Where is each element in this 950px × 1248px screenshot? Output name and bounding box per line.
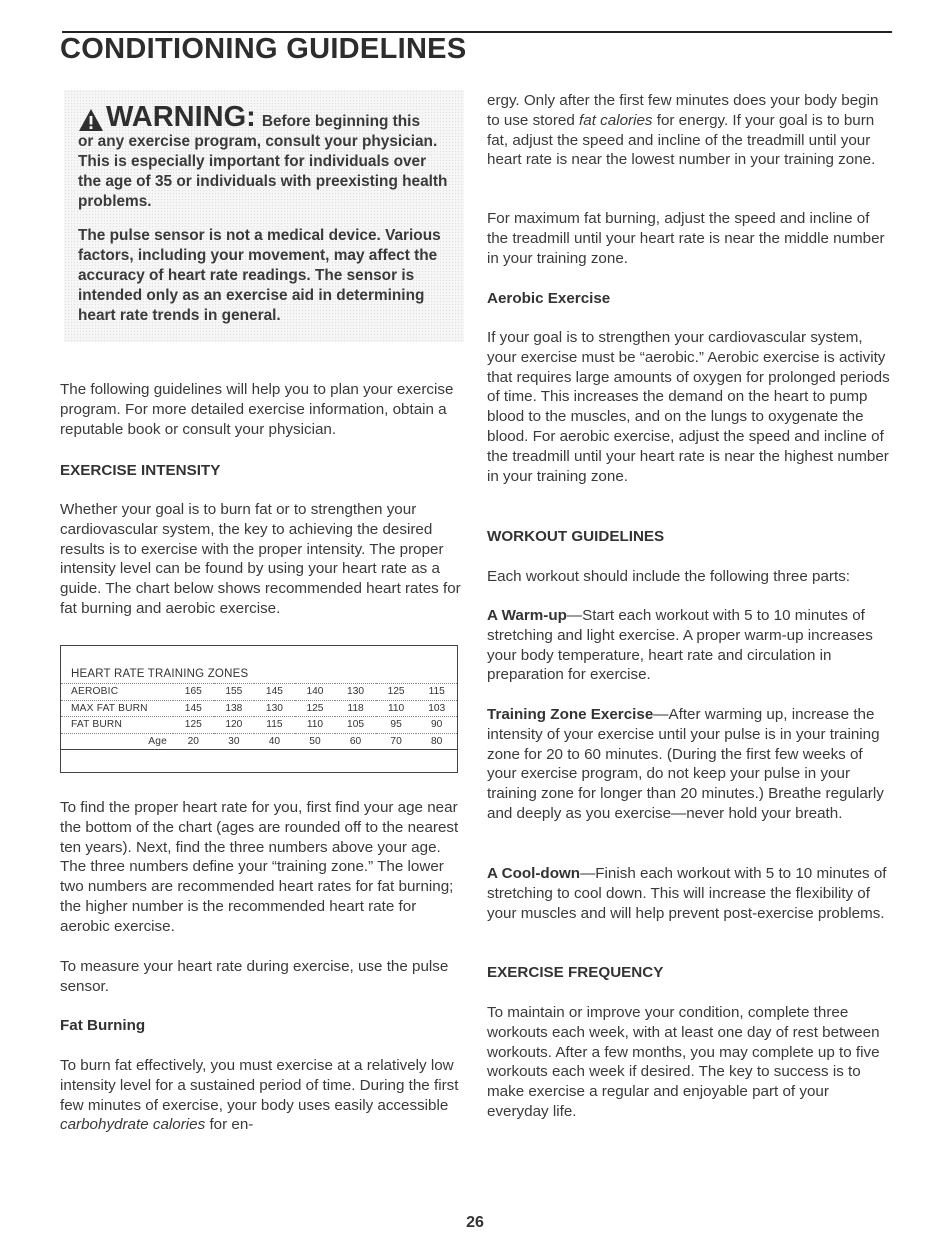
exercise-frequency-heading: EXERCISE FREQUENCY <box>487 964 664 981</box>
training-zone-paragraph: Training Zone Exercise—After warming up, increase the intensity of your exercise until your pulse is in your training zone for 20 to 60 minutes. (During the first few weeks of your exercise program, do not keep your pulse in your training zone for longer than 20 minutes.) Breathe regularly and deeply as you exercise—never hold your breath. <box>487 706 884 822</box>
chart-cell: 110 <box>295 717 336 734</box>
aerobic-exercise-paragraph: If your goal is to strengthen your cardiovascular system, your exercise must be “aerobic.” Aerobic exercise is activity that requires large amounts of oxygen for prolonged periods of time. This increases the demand on the heart to pump blood to the muscles, and on the lungs to oxygenate the blood. For aerobic exercise, adjust the speed and incline of the treadmill until your heart rate is near the highest number in your training zone. <box>487 329 890 485</box>
find-heart-rate-paragraph: To find the proper heart rate for you, first find your age near the bottom of the chart (ages are rounded off to the nearest ten years). Next, find the three numbers above your age. The three numbers define your “training zone.” The lower two numbers are recommended heart rates for fat burning; the higher number is the recommended heart rate for aerobic exercise. <box>60 799 459 935</box>
warning-box <box>64 90 464 342</box>
fat-burning-paragraph: To burn fat effectively, you must exercise at a relatively low intensity level for a sustained period of time. During the first few minutes of exercise, your body uses easily accessible carbohydrate calories for en- <box>60 1057 459 1134</box>
exercise-intensity-paragraph: Whether your goal is to burn fat or to strengthen your cardiovascular system, the key to achieving the desired results is to exercise with the proper intensity. The proper intensity level can be found by using your heart rate as a guide. The chart below shows recommended heart rates for fat burning and aerobic exercise. <box>60 501 461 617</box>
warning-text: or any exercise program, consult your physician. This is especially important for individuals over the age of 35 or individuals with preexisting health problems. <box>78 133 448 210</box>
chart-cell: 125 <box>376 684 417 701</box>
warning-lead: Before beginning this <box>261 113 421 130</box>
chart-cell: 145 <box>254 684 295 701</box>
chart-cell: 155 <box>214 684 255 701</box>
cool-down-label: A Cool-down <box>487 865 581 882</box>
warning-paragraph <box>78 102 450 212</box>
measure-heart-rate-paragraph: To measure your heart rate during exercise, use the pulse sensor. <box>60 958 449 995</box>
chart-cell: 110 <box>376 700 417 717</box>
warning-label: WARNING: <box>106 101 256 133</box>
chart-title: HEART RATE TRAINING ZONES <box>71 668 249 680</box>
age-cell: 80 <box>416 733 457 750</box>
chart-cell: 105 <box>335 717 376 734</box>
heart-rate-table <box>61 683 457 750</box>
page-title: CONDITIONING GUIDELINES <box>60 33 467 65</box>
workout-guidelines-heading: WORKOUT GUIDELINES <box>487 528 665 545</box>
chart-cell: 103 <box>416 700 457 717</box>
chart-cell: 130 <box>254 700 295 717</box>
chart-cell: 125 <box>295 700 336 717</box>
carbohydrate-calories-emphasis: carbohydrate calories <box>60 1116 206 1134</box>
chart-cell: 165 <box>173 684 214 701</box>
chart-row-label: MAX FAT BURN <box>61 700 173 717</box>
age-cell: 20 <box>173 733 214 750</box>
workout-intro-paragraph: Each workout should include the following three parts: <box>487 568 851 585</box>
aerobic-exercise-heading: Aerobic Exercise <box>487 290 611 307</box>
fat-burning-continued-paragraph: ergy. Only after the first few minutes does your body begin to use stored fat calories for energy. If your goal is to burn fat, adjust the speed and incline of the treadmill until your heart rate is near the lowest number in your training zone. <box>487 92 879 169</box>
chart-row <box>61 717 457 734</box>
warm-up-label: A Warm-up <box>487 607 567 624</box>
age-cell: 40 <box>254 733 295 750</box>
page-number: 26 <box>466 1214 484 1231</box>
chart-row <box>61 700 457 717</box>
heart-rate-chart <box>60 645 458 773</box>
age-cell: 60 <box>335 733 376 750</box>
age-label: Age <box>61 733 173 750</box>
exercise-frequency-paragraph: To maintain or improve your condition, complete three workouts each week, with at least one day of rest between workouts. After a few months, you may complete up to five workouts each week if desired. The key to success is to make exercise a regular and enjoyable part of your everyday life. <box>487 1004 880 1120</box>
chart-row <box>61 684 457 701</box>
pulse-sensor-warning: The pulse sensor is not a medical device. Various factors, including your movement, may affect the accuracy of heart rate readings. The sensor is intended only as an exercise aid in determining heart rate trends in general. <box>78 227 441 324</box>
chart-cell: 95 <box>376 717 417 734</box>
fat-burning-heading: Fat Burning <box>60 1017 146 1034</box>
max-fat-burning-paragraph: For maximum fat burning, adjust the speed and incline of the treadmill until your heart rate is near the middle number in your training zone. <box>487 210 885 267</box>
age-cell: 30 <box>214 733 255 750</box>
chart-row-label: FAT BURN <box>61 717 173 734</box>
chart-cell: 125 <box>173 717 214 734</box>
chart-age-row <box>61 733 457 750</box>
chart-row-label: AEROBIC <box>61 684 173 701</box>
age-cell: 50 <box>295 733 336 750</box>
age-cell: 70 <box>376 733 417 750</box>
training-zone-label: Training Zone Exercise <box>487 706 654 723</box>
chart-cell: 138 <box>214 700 255 717</box>
intro-paragraph: The following guidelines will help you to plan your exercise program. For more detailed exercise information, obtain a reputable book or consult your physician. <box>60 381 454 438</box>
warm-up-paragraph: A Warm-up—Start each workout with 5 to 10 minutes of stretching and light exercise. A proper warm-up increases your body temperature, heart rate and circulation in preparation for exercise. <box>487 607 873 684</box>
chart-cell: 140 <box>295 684 336 701</box>
exercise-intensity-heading: EXERCISE INTENSITY <box>60 462 221 479</box>
chart-cell: 90 <box>416 717 457 734</box>
chart-cell: 118 <box>335 700 376 717</box>
chart-cell: 145 <box>173 700 214 717</box>
fat-calories-emphasis: fat calories <box>579 111 653 129</box>
chart-cell: 115 <box>254 717 295 734</box>
chart-cell: 130 <box>335 684 376 701</box>
chart-cell: 115 <box>416 684 457 701</box>
cool-down-paragraph: A Cool-down—Finish each workout with 5 to 10 minutes of stretching to cool down. This will increase the flexibility of your muscles and will help prevent post-exercise problems. <box>487 865 887 922</box>
chart-cell: 120 <box>214 717 255 734</box>
warning-triangle-icon <box>78 108 104 132</box>
